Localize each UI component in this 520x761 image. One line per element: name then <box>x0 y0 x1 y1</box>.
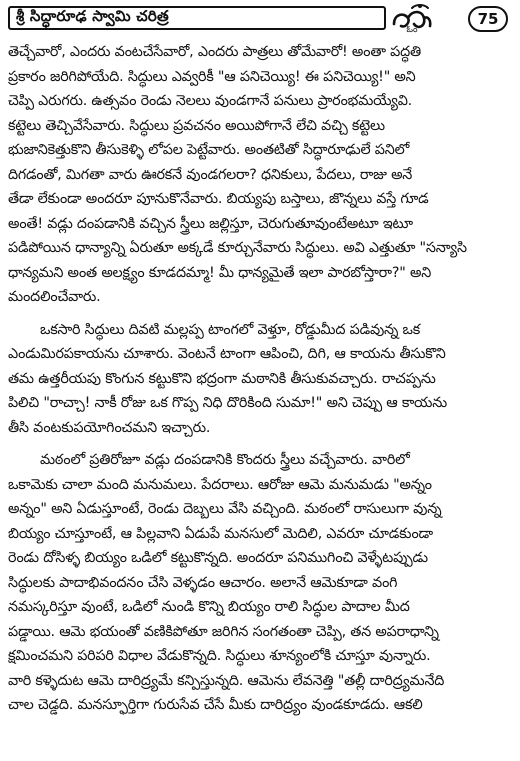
text-line: ఒకసారి సిద్ధులు దివటి మల్లప్ప టాంగలో వెళ్తూ, రోడ్డుమీద పడివున్న ఒక <box>40 321 420 338</box>
text-line: తమ ఉత్తరీయపు కొంగున కట్టుకొని భద్రంగా మఠానికి తీసుకువచ్చారు. రాచప్పను <box>8 370 436 387</box>
text-line: క్షమించమని పరిపరి విధాల వేడుకొన్నది. సిద్ధులు శూన్యంలోకి చూస్తూ వున్నారు. <box>8 648 431 664</box>
text-line: వారి కళ్ళెదుట ఆమె దారిద్ర్యమే కన్పిస్తున్నది. ఆమెను లేవనెత్తి "తల్లీ దారిద్ర్యమనేది <box>8 672 445 689</box>
text-line: నమస్కరిస్తూ వుంటే, ఒడిలో నుండి కొన్ని బియ్యం రాలి సిద్ధుల పాదాల మీద <box>8 599 410 615</box>
text-line: తీసి వంటకుపయోగించమని ఇచ్చారు. <box>8 419 211 436</box>
text-line: రెండు దోసిళ్ళ బియ్యం ఒడిలో కట్టుకొన్నది. అందరూ పనిముగించి వెళ్ళేటప్పుడు <box>8 550 428 566</box>
text-line: ఒకామెకు చాలా మంది మనుమలు. పేదరాలు. ఆరోజు ఆమె మనుమడు "అన్నం <box>8 476 432 493</box>
text-line: బియ్యం చూస్తూంటే, ఆ పిల్లవాని ఏడుపే మనసులో మెదిలి, ఎవరూ చూడకుండా <box>8 525 433 542</box>
paragraph-1 <box>8 40 514 310</box>
text-line: మందలించేవారు. <box>8 289 101 305</box>
text-line: తేడా లేకుండా అందరూ పూనుకొనేవారు. బియ్యపు బస్తాలు, జొన్నలు వస్తే గూడ <box>8 191 429 207</box>
text-line: సిద్ధులకు పాదాభివందనం చేసి వెళ్ళడం ఆచారం. అలానే ఆమెకూడా వంగి <box>8 574 398 591</box>
text-line: తెచ్చేవారో, ఎందరు వంటచేసేవారో, ఎందరు పాత్రలు తోమేవారో! అంతా పద్ధతి <box>8 44 421 60</box>
page-number: 75 <box>468 6 508 32</box>
text-line: అంతే! వడ్లు దంపడానికి వచ్చిన స్త్రీలు జల్లిస్తూ, చెరుగుతూవుంటేఅటూ ఇటూ <box>8 215 413 232</box>
text-line: కట్టెలు తెచ్చివేసేవారు. సిద్ధులు ప్రవచనం అయిపోగానే లేచి వచ్చి కట్టెలు <box>8 117 385 134</box>
text-line: పడ్డాయి. ఆమె భయంతో వణికిపోతూ జరిగిన సంగతంతా చెప్పి, తన అపరాధాన్ని <box>8 623 439 640</box>
svg-text:ఓం: ఓం <box>406 25 418 34</box>
page-header <box>0 0 520 38</box>
text-line: భుజానికెత్తుకొని తీసుకెళ్ళి లోపల పెట్టేవారు. అంతటితో సిద్ధారూఢులే పనిలో <box>8 142 410 158</box>
book-title-box <box>8 6 386 30</box>
book-title: శ్రీ సిద్ధారూఢ స్వామి చరిత్ర <box>16 7 169 25</box>
text-line: పడిపోయిన ధాన్యాన్ని ఏరుతూ అక్కడే కూర్చునేవారు సిద్ధులు. అవి ఎత్తుతూ "సన్యాసి <box>8 240 467 256</box>
text-line: అన్నం" అని ఏడుస్తూంటే, రెండు దెబ్బలు వేసి వచ్చింది. మఠంలో రాసులుగా వున్న <box>8 501 442 517</box>
text-line: ఎండుమిరపకాయను చూశారు. వెంటనే టాంగా ఆపించి, దిగి, ఆ కాయను తీసుకొని <box>8 346 446 362</box>
text-line: మఠంలో ప్రతిరోజూ వడ్లు దంపడానికి కొందరు స్త్రీలు వచ్చేవారు. వారిలో <box>40 452 410 468</box>
body-text <box>8 40 514 718</box>
text-line: చాల చెడ్డది. మనస్ఫూర్తిగా గురుసేవ చేసే మీకు దారిద్ర్యం వుండకూడదు. ఆకలి <box>8 697 423 713</box>
text-line: చెప్పి ఎరుగరు. ఉత్సవం రెండు నెలలు వుండగానే పనులు ప్రారంభమయ్యేవి. <box>8 93 413 109</box>
paragraph-2 <box>8 318 514 441</box>
text-line: దిగడంతో, మిగతా వారు ఊరకనే వుండగలరా? ధనికులు, పేదలు, రాజు అనే <box>8 166 413 183</box>
om-symbol-icon <box>390 2 434 34</box>
text-line: పిలిచి "రాచ్చా! నాకీ రోజు ఒక గొప్ప నిధి దొరికింది సుమా!" అని చెప్పు ఆ కాయను <box>8 395 448 411</box>
text-line: ప్రకారం జరిగిపోయేది. సిద్ధులు ఎవ్వరికీ "ఆ పనిచెయ్యి! ఈ పనిచెయ్యి!" అని <box>8 68 416 85</box>
paragraph-3 <box>8 448 514 718</box>
text-line: ధాన్యమని అంత అలక్ష్యం కూడదమ్మా! మీ ధాన్యమైతే ఇలా పారబోస్తారా?" అని <box>8 264 432 281</box>
